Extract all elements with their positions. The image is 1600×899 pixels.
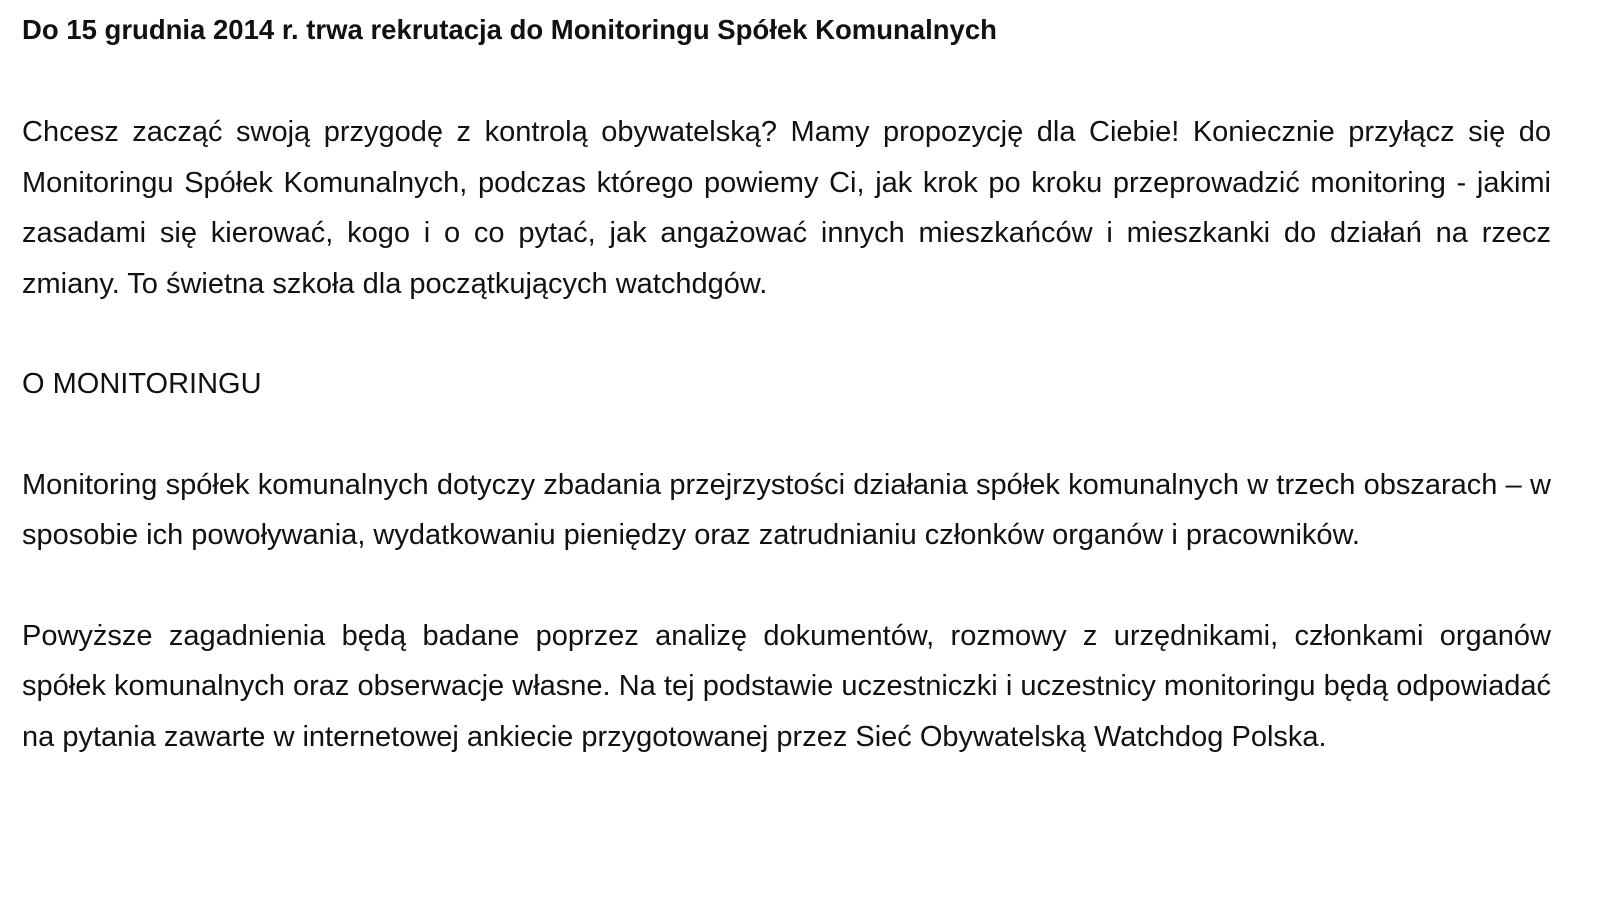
document-page [22, 0, 1551, 762]
document-title: Do 15 grudnia 2014 r. trwa rekrutacja do Monitoringu Spółek Komunalnych [22, 14, 997, 45]
section-heading: O MONITORINGU [22, 368, 262, 400]
intro-paragraph: Chcesz zacząć swoją przygodę z kontrolą obywatelską? Mamy propozycję dla Ciebie! Koniecznie przyłącz się do Monitoringu Spółek Komunalnych, podczas którego powiemy Ci, jak krok po kroku przeprowadzić monitoring - jakimi zasadami się kierować, kogo i o co pytać, jak angażować innych mieszkańców i mieszkanki do działań na rzecz zmiany. To świetna szkoła dla początkujących watchdgów. [22, 116, 1551, 300]
section-paragraph-2: Powyższe zagadnienia będą badane poprzez analizę dokumentów, rozmowy z urzędnikami, członkami organów spółek komunalnych oraz obserwacje własne. Na tej podstawie uczestniczki i uczestnicy monitoringu będą odpowiadać na pytania zawarte w internetowej ankiecie przygotowanej przez Sieć Obywatelską Watchdog Polska. [22, 619, 1551, 753]
section-paragraph-1: Monitoring spółek komunalnych dotyczy zbadania przejrzystości działania spółek komunalnych w trzech obszarach – w sposobie ich powoływania, wydatkowaniu pieniędzy oraz zatrudnianiu członków organów i pracowników. [22, 468, 1551, 551]
